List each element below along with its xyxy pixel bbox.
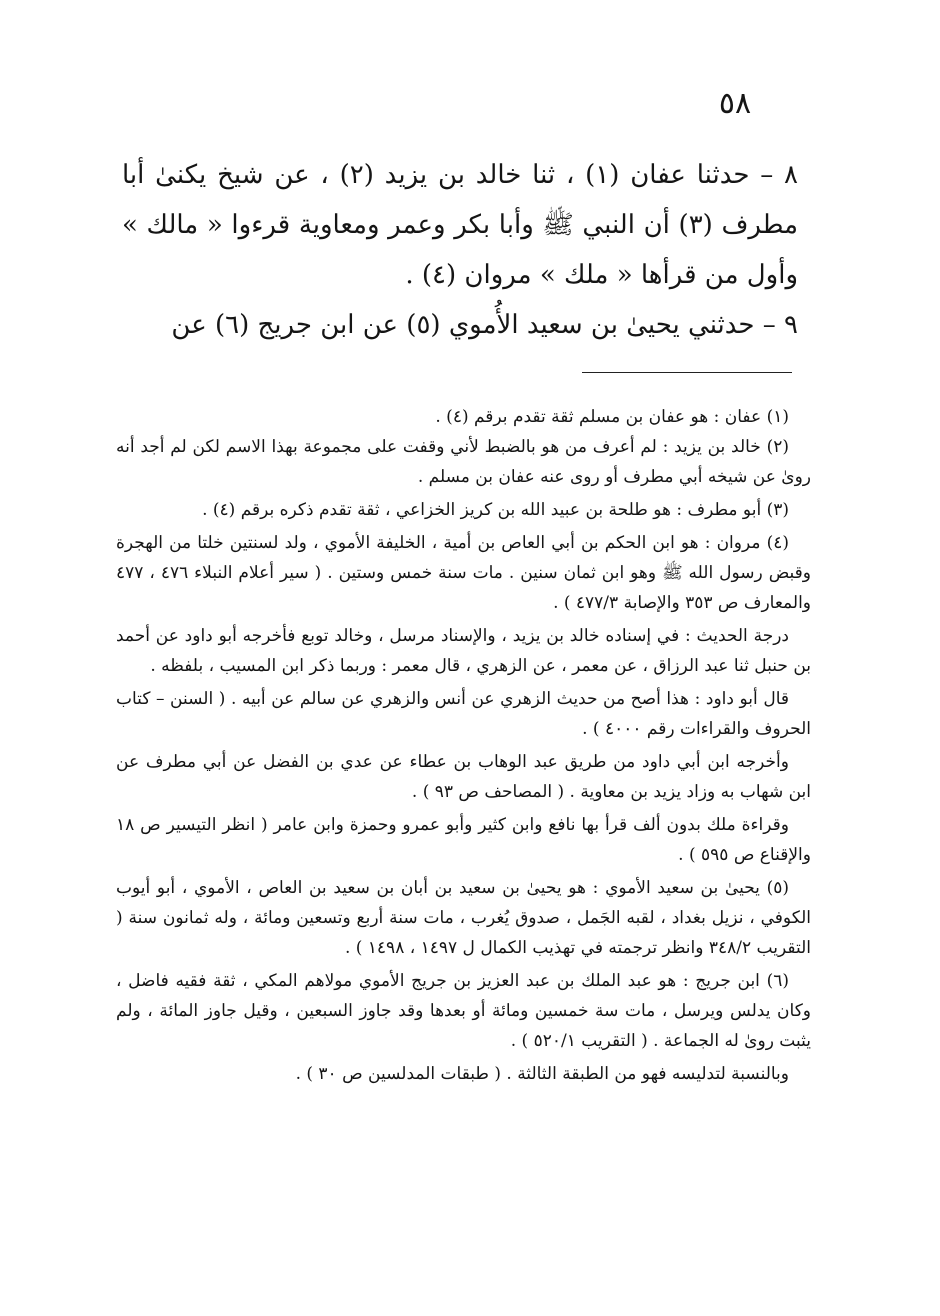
footnote-separator bbox=[582, 372, 792, 373]
ibn-abi-dawud-note: وأخرجه ابن أبي داود من طريق عبد الوهاب بن عطاء عن عدي بن الفضل عن أبي مطرف عن ابن شهاب به وزاد يزيد بن معاوية . ( المصاحف ص ٩٣ ) . bbox=[116, 752, 811, 802]
hadith-9-paragraph: ٩ – حدثني يحيىٰ بن سعيد الأُموي (٥) عن ابن جريج (٦) عن bbox=[171, 310, 798, 340]
page-number: ٥٨ bbox=[718, 86, 752, 121]
qiraat-note: وقراءة ملك بدون ألف قرأ بها نافع وابن كثير وأبو عمرو وحمزة وابن عامر ( انظر التيسير ص ١٨ والإقناع ص ٥٩٥ ) . bbox=[116, 815, 811, 865]
hadith-8-paragraph: ٨ – حدثنا عفان (١) ، ثنا خالد بن يزيد (٢) ، عن شيخ يكنىٰ أبا مطرف (٣) أن النبي ﷺ وأبا بكر وعمر ومعاوية قرءوا « مالك » وأول من قرأها « ملك » مروان (٤) . bbox=[122, 160, 798, 290]
hadith-grade-note: درجة الحديث : في إسناده خالد بن يزيد ، والإسناد مرسل ، وخالد توبع فأخرجه أبو داود عن أحمد بن حنبل ثنا عبد الرزاق ، عن معمر ، عن الزهري ، قال معمر : وربما ذكر ابن المسيب ، بلفظه . bbox=[116, 626, 811, 676]
footnote-5: (٥) يحيىٰ بن سعيد الأموي : هو يحيىٰ بن سعيد بن أبان بن سعيد بن العاص ، الأموي ، أبو أيوب الكوفي ، نزيل بغداد ، لقبه الجَمل ، صدوق يُغرب ، مات سنة أربع وتسعين ومائة ، وله ثمانون سنة ( التقريب ٣٤٨/٢ وانظر ترجمته في تهذيب الكمال ل ١٤٩٧ ، ١٤٩٨ ) . bbox=[116, 878, 811, 958]
footnotes bbox=[116, 402, 811, 1089]
footnote-2: (٢) خالد بن يزيد : لم أعرف من هو بالضبط لأني وقفت على مجموعة بهذا الاسم لكن لم أجد أنه روىٰ عن شيخه أبي مطرف أو روى عنه عفان بن مسلم . bbox=[116, 437, 811, 487]
footnote-1: (١) عفان : هو عفان بن مسلم ثقة تقدم برقم (٤) . bbox=[435, 407, 789, 427]
tadlis-note: وبالنسبة لتدليسه فهو من الطبقة الثالثة . ( طبقات المدلسين ص ٣٠ ) . bbox=[295, 1064, 789, 1084]
footnote-6: (٦) ابن جريج : هو عبد الملك بن عبد العزيز بن جريج الأموي مولاهم المكي ، ثقة فقيه فاضل ، وكان يدلس ويرسل ، مات سة خمسين ومائة أو بعدها وقد جاوز السبعين ، وقيل جاوز المائة ، ولم يثبت روىٰ له الجماعة . ( التقريب ٥٢٠/١ ) . bbox=[116, 971, 811, 1051]
footnote-3: (٣) أبو مطرف : هو طلحة بن عبيد الله بن كريز الخزاعي ، ثقة تقدم ذكره برقم (٤) . bbox=[202, 500, 789, 520]
main-text bbox=[122, 150, 798, 350]
abu-dawud-note: قال أبو داود : هذا أصح من حديث الزهري عن أنس والزهري عن سالم عن أبيه . ( السنن – كتاب الحروف والقراءات رقم ٤٠٠٠ ) . bbox=[116, 689, 811, 739]
footnote-4: (٤) مروان : هو ابن الحكم بن أبي العاص بن أمية ، الخليفة الأموي ، ولد لسنتين خلتا من الهجرة وقبض رسول الله ﷺ وهو ابن ثمان سنين . مات سنة خمس وستين . ( سير أعلام النبلاء ٤٧٦ ، ٤٧٧ والمعارف ص ٣٥٣ والإصابة ٤٧٧/٣ ) . bbox=[116, 533, 811, 613]
